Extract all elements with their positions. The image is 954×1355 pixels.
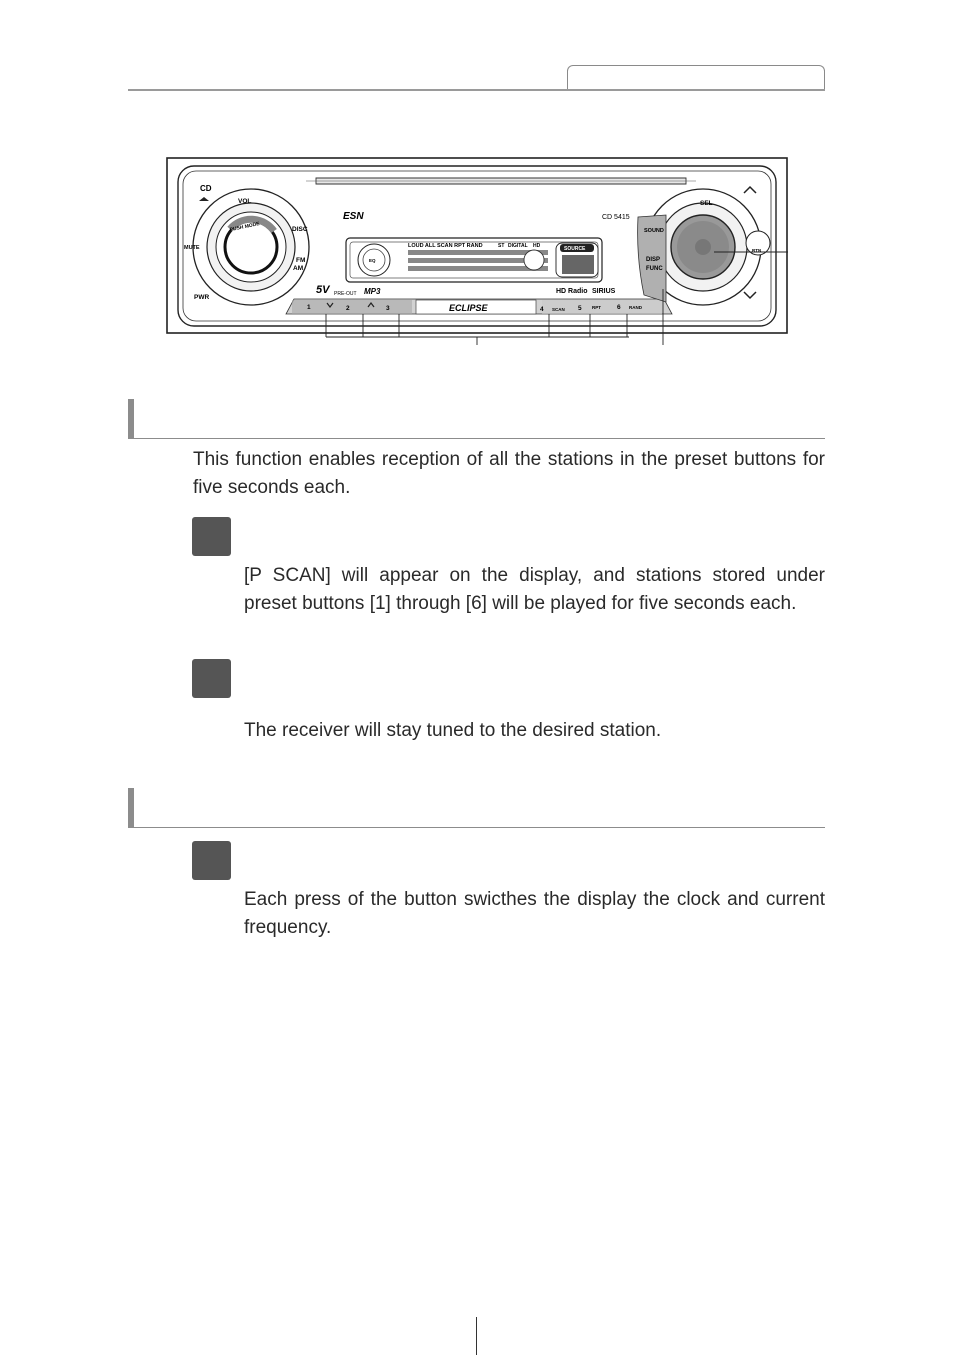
model-number: CD 5415 [602,214,630,221]
push-mode-label[interactable]: PUSH MODE [229,221,261,234]
car-stereo-illustration [166,157,788,347]
step-2-marker [192,659,231,698]
sel-label: SEL [700,200,713,207]
pre-out-5v-badge: 5V [316,284,330,296]
step-1-marker [192,841,231,880]
preset-5-label[interactable]: 5 [578,305,582,312]
section-2-step-1-text: Each press of the button swicthes the display the clock and current frequency. [244,889,825,938]
section-1-intro: This function enables reception of all the stations in the preset buttons for five seconds each. [193,449,825,498]
am-button-label[interactable]: AM [293,265,304,272]
section-1-rule [128,438,825,439]
mute-button-label[interactable]: MUTE [184,245,200,251]
rand-label: RAND [629,305,642,310]
eclipse-logo: ECLIPSE [449,303,488,313]
preset-1-label[interactable]: 1 [307,304,311,311]
preset-2-label[interactable]: 2 [346,305,350,312]
display-indicators: LOUD ALL SCAN RPT RAND [408,243,483,249]
preset-3-label[interactable]: 3 [386,305,390,312]
func-button-label[interactable]: FUNC [646,266,663,272]
header-rule [128,89,825,91]
display-digital: DIGITAL [508,243,528,249]
section-1-step-1-text: [P SCAN] will appear on the display, and stations stored under preset buttons [1] through [6] will be played for five seconds each. [244,565,825,614]
display-hd: HD [533,243,541,249]
pre-out-badge: PRE-OUT [334,291,357,297]
fm-button-label[interactable]: FM [296,257,306,264]
pwr-button-label[interactable]: PWR [194,294,210,301]
page-number-divider [476,1317,477,1355]
section-1-step-2-text: The receiver will stay tuned to the desired station. [244,720,662,741]
display-source: SOURCE [564,246,586,252]
preset-6-label[interactable]: 6 [617,304,621,311]
esn-logo: ESN [343,211,364,222]
disc-button-label[interactable]: DISC [292,226,308,233]
display-st: ST [498,243,505,249]
vol-label: VOL [238,198,252,205]
scan-label: SCAN [552,307,565,312]
rpt-label: RPT [592,305,601,310]
rtn-button-label[interactable]: RTN [752,248,762,253]
sirius-badge: SIRIUS [592,288,616,295]
section-2-marker [128,788,134,828]
preset-4-label[interactable]: 4 [540,306,544,313]
mp3-badge: MP3 [364,287,381,296]
display-eq: EQ [369,258,376,263]
hd-radio-badge: HD Radio [556,288,588,295]
disp-button-label[interactable]: DISP [646,257,661,263]
cd-button-label[interactable]: CD [200,184,212,193]
section-2-rule [128,827,825,828]
header-tab [567,65,825,90]
step-1-marker [192,517,231,556]
sound-button-label[interactable]: SOUND [644,228,664,234]
section-1-marker [128,399,134,439]
